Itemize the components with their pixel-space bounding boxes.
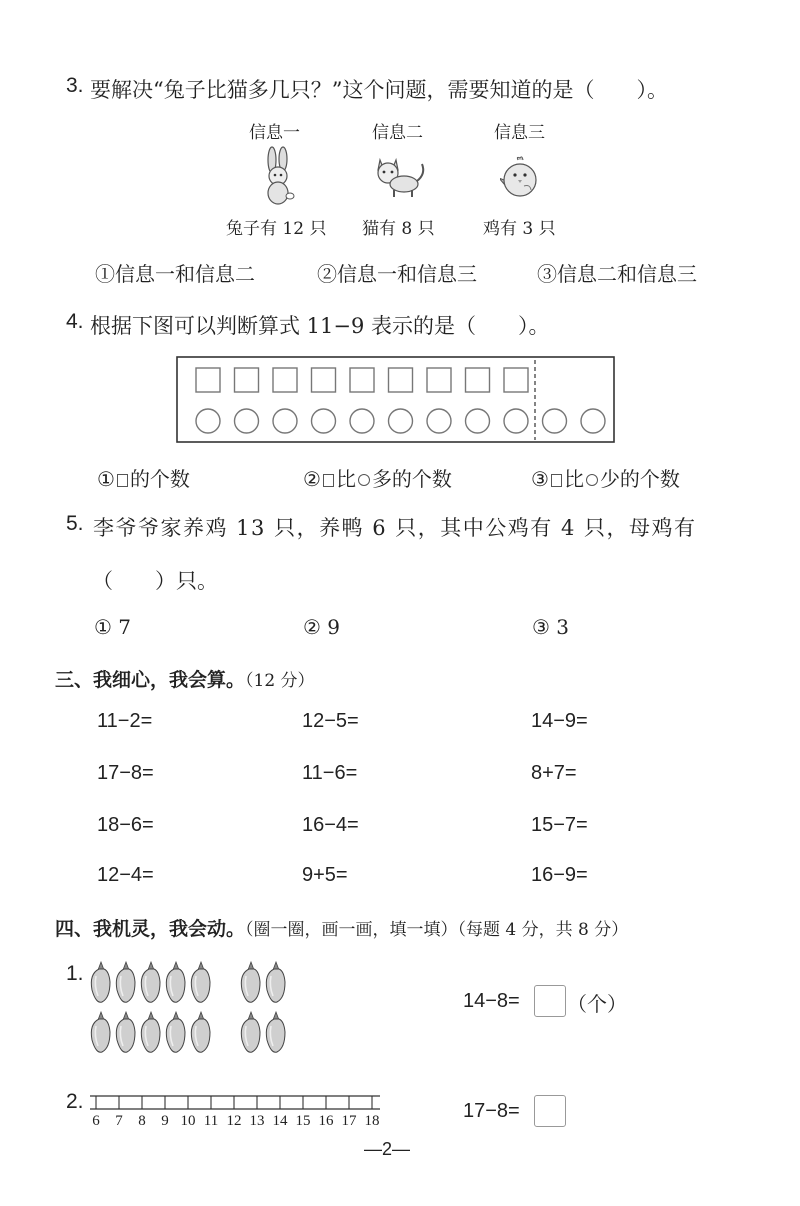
chick-icon bbox=[500, 156, 540, 200]
q4-option-3-mark: ③ bbox=[531, 467, 549, 491]
p2-equation: 17−8= bbox=[463, 1100, 520, 1122]
tick-label: 10 bbox=[180, 1113, 196, 1129]
info-label-1: 信息一 bbox=[249, 123, 300, 143]
q3-option-3[interactable]: ③信息二和信息三 bbox=[537, 262, 697, 286]
figure-circle bbox=[504, 409, 528, 433]
eggplant-icon bbox=[241, 1012, 260, 1052]
calc-r4-c1[interactable]: 12−4= bbox=[97, 864, 154, 886]
circle-symbol bbox=[586, 474, 598, 486]
section4-title: 四、我机灵，我会动。 bbox=[55, 918, 246, 940]
q5-option-1[interactable]: ① 7 bbox=[94, 615, 132, 639]
p1-answer-box[interactable] bbox=[534, 985, 566, 1017]
figure-circle bbox=[389, 409, 413, 433]
q3-number: 3. bbox=[66, 74, 84, 97]
figure-frame bbox=[177, 357, 614, 442]
p1-unit: （个） bbox=[567, 992, 627, 1016]
q5-question-line2: （ ）只。 bbox=[92, 569, 218, 593]
q5-option-2[interactable]: ② 9 bbox=[303, 615, 341, 639]
eggplant-icon bbox=[166, 962, 185, 1002]
section3-note: （12 分） bbox=[245, 671, 315, 691]
eggplant-icon bbox=[141, 962, 160, 1002]
eggplant-icon bbox=[266, 962, 285, 1002]
figure-circle bbox=[543, 409, 567, 433]
eggplant-figure bbox=[88, 960, 298, 1056]
caption-cat: 猫有 8 只 bbox=[362, 219, 435, 239]
figure-circle bbox=[427, 409, 451, 433]
figure-square bbox=[235, 368, 259, 392]
q4-option-1-mark: ① bbox=[97, 467, 115, 491]
cat-icon bbox=[374, 154, 428, 198]
q4-option-2-mark: ② bbox=[303, 467, 321, 491]
figure-circle bbox=[466, 409, 490, 433]
eggplant-icon bbox=[266, 1012, 285, 1052]
calc-r2-c2[interactable]: 11−6= bbox=[302, 762, 358, 784]
figure-square bbox=[427, 368, 451, 392]
p1-equation: 14−8= bbox=[463, 990, 520, 1012]
tick-label: 14 bbox=[272, 1113, 288, 1129]
page-number: —2— bbox=[364, 1139, 411, 1159]
squares-circles-figure bbox=[176, 356, 616, 444]
figure-square bbox=[196, 368, 220, 392]
eggplant-icon bbox=[191, 1012, 210, 1052]
figure-square bbox=[389, 368, 413, 392]
eggplant-icon bbox=[166, 1012, 185, 1052]
eggplant-icon bbox=[241, 962, 260, 1002]
info-label-3: 信息三 bbox=[494, 123, 545, 143]
tick-label: 9 bbox=[161, 1113, 169, 1129]
section4-note: （圈一圈，画一画，填一填）（每题 4 分，共 8 分） bbox=[245, 920, 629, 940]
calc-r3-c1[interactable]: 18−6= bbox=[97, 814, 154, 836]
square-symbol bbox=[323, 474, 334, 487]
figure-square bbox=[350, 368, 374, 392]
caption-rabbit: 兔子有 12 只 bbox=[226, 219, 327, 239]
p2-number: 2. bbox=[66, 1090, 84, 1113]
square-symbol bbox=[551, 474, 562, 487]
calc-r2-c1[interactable]: 17−8= bbox=[97, 762, 154, 784]
tick-label: 6 bbox=[92, 1113, 100, 1129]
calc-r1-c2[interactable]: 12−5= bbox=[302, 710, 359, 732]
info-label-2: 信息二 bbox=[372, 123, 423, 143]
p1-number: 1. bbox=[66, 962, 84, 985]
q5-number: 5. bbox=[66, 512, 84, 535]
tick-label: 12 bbox=[226, 1113, 242, 1129]
figure-circle bbox=[196, 409, 220, 433]
calc-r3-c3[interactable]: 15−7= bbox=[531, 814, 588, 836]
figure-circle bbox=[581, 409, 605, 433]
tick-label: 16 bbox=[318, 1113, 334, 1129]
tick-label: 13 bbox=[249, 1113, 265, 1129]
number-line[interactable] bbox=[86, 1090, 386, 1130]
tick-label: 17 bbox=[341, 1113, 357, 1129]
figure-circle bbox=[312, 409, 336, 433]
figure-square bbox=[504, 368, 528, 392]
section4-heading bbox=[55, 914, 628, 941]
figure-square bbox=[466, 368, 490, 392]
calc-r1-c1[interactable]: 11−2= bbox=[97, 710, 153, 732]
q4-option-2[interactable] bbox=[303, 463, 452, 492]
q4-option-3[interactable] bbox=[531, 463, 680, 492]
q4-option-3-text: 少的个数 bbox=[599, 467, 680, 491]
figure-circle bbox=[350, 409, 374, 433]
q4-option-1-text: 的个数 bbox=[129, 467, 190, 491]
section3-title: 三、我细心，我会算。 bbox=[55, 669, 246, 691]
square-symbol bbox=[117, 474, 128, 487]
figure-circle bbox=[235, 409, 259, 433]
q3-option-2[interactable]: ②信息一和信息三 bbox=[317, 262, 477, 286]
q3-option-1[interactable]: ①信息一和信息二 bbox=[95, 262, 255, 286]
eggplant-icon bbox=[116, 962, 135, 1002]
figure-circle bbox=[273, 409, 297, 433]
eggplant-icon bbox=[91, 962, 110, 1002]
calc-r2-c3[interactable]: 8+7= bbox=[531, 762, 577, 784]
caption-chick: 鸡有 3 只 bbox=[483, 219, 556, 239]
calc-r1-c3[interactable]: 14−9= bbox=[531, 710, 588, 732]
q4-number: 4. bbox=[66, 310, 84, 333]
calc-r4-c2[interactable]: 9+5= bbox=[302, 864, 348, 886]
calc-r3-c2[interactable]: 16−4= bbox=[302, 814, 359, 836]
tick-label: 8 bbox=[138, 1113, 146, 1129]
q3-question: 要解决“兔子比猫多几只？”这个问题，需要知道的是（ ）。 bbox=[90, 78, 668, 102]
tick-label: 7 bbox=[115, 1113, 123, 1129]
q4-option-1[interactable] bbox=[97, 463, 190, 492]
q5-question-line1: 李爷爷家养鸡 13 只，养鸭 6 只，其中公鸡有 4 只，母鸡有 bbox=[93, 516, 697, 540]
eggplant-icon bbox=[91, 1012, 110, 1052]
tick-label: 15 bbox=[295, 1113, 311, 1129]
section3-heading bbox=[55, 665, 315, 692]
eggplant-icon bbox=[191, 962, 210, 1002]
q4-question: 根据下图可以判断算式 11−9 表示的是（ ）。 bbox=[90, 314, 550, 338]
eggplant-icon bbox=[116, 1012, 135, 1052]
q4-option-2-text: 多的个数 bbox=[371, 467, 452, 491]
q4-option-3-mid: 比 bbox=[563, 467, 584, 491]
calc-r4-c3[interactable]: 16−9= bbox=[531, 864, 588, 886]
p2-answer-box[interactable] bbox=[534, 1095, 566, 1127]
tick-label: 11 bbox=[203, 1113, 219, 1129]
figure-square bbox=[273, 368, 297, 392]
q5-option-3[interactable]: ③ 3 bbox=[532, 615, 570, 639]
circle-symbol bbox=[358, 474, 370, 486]
eggplant-icon bbox=[141, 1012, 160, 1052]
tick-label: 18 bbox=[364, 1113, 380, 1129]
q4-option-2-mid: 比 bbox=[335, 467, 356, 491]
rabbit-icon bbox=[256, 146, 300, 206]
figure-square bbox=[312, 368, 336, 392]
